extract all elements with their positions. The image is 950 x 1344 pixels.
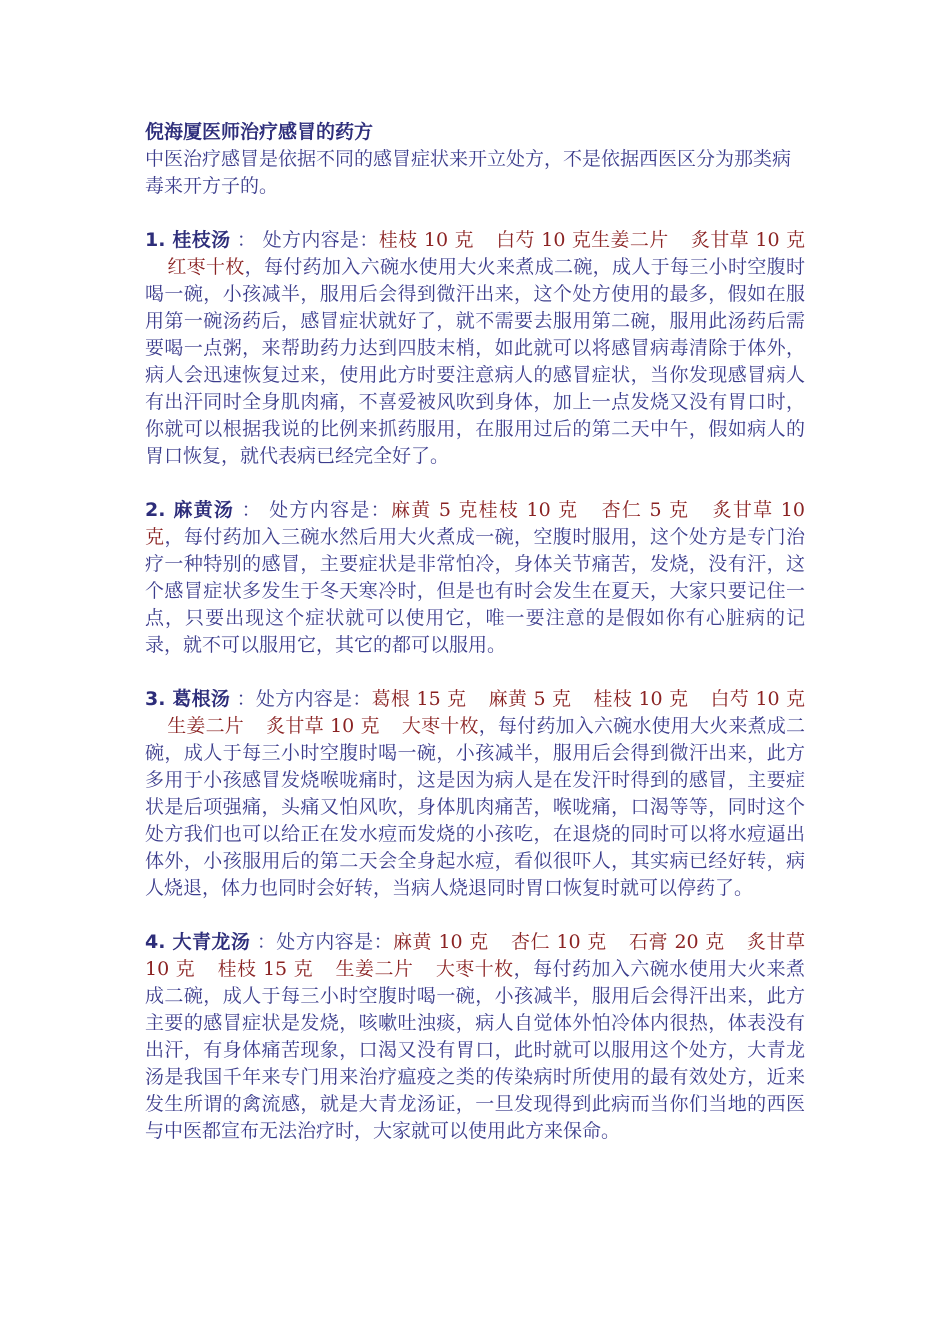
prescription-label: ： 处方内容是： xyxy=(234,499,391,521)
ingredient: 麻黄 5 克 xyxy=(488,688,572,710)
prescription-name: 3. 葛根汤 xyxy=(145,688,231,710)
ingredient: 生姜二片 xyxy=(335,958,414,980)
prescription-label: ： 处方内容是： xyxy=(230,229,379,251)
prescription-section xyxy=(145,497,805,659)
ingredient: 桂枝 10 克 xyxy=(593,688,689,710)
ingredient: 杏仁 10 克 xyxy=(510,931,607,953)
ingredient: 炙甘草 10 克 xyxy=(690,229,805,251)
ingredient: 白芍 10 克 xyxy=(710,688,805,710)
ingredient: 麻黄 5 克桂枝 10 克 xyxy=(390,499,579,521)
prescription-description: ，每付药加入六碗水使用大火来煮成二碗，成人于每三小时空腹时喝一碗，小孩减半，服用后会得到微汗出来，这个处方使用的最多，假如在服用第一碗汤药后，感冒症状就好了，就不需要去服用第二碗，服用此汤药后需要喝一点粥，来帮助药力达到四肢末梢，如此就可以将感冒病毒清除于体外，病人会迅速恢复过来，使用此方时要注意病人的感冒症状，当你发现感冒病人有出汗同时全身肌肉痛，不喜爱被风吹到身体，加上一点发烧又没有胃口时，你就可以根据我说的比例来抓药服用，在服用过后的第二天中午，假如病人的胃口恢复，就代表病已经完全好了。 xyxy=(145,256,805,467)
ingredient: 石膏 20 克 xyxy=(628,931,725,953)
prescription-name: 2. 麻黄汤 xyxy=(145,499,235,521)
ingredient: 炙甘草 10 克 xyxy=(145,499,805,548)
document-content xyxy=(145,118,805,1172)
ingredient: 大枣十枚 xyxy=(401,715,479,737)
ingredient: 炙甘草 10 克 xyxy=(266,715,380,737)
prescription-description: ，每付药加入六碗水使用大火来煮成二碗，成人于每三小时空腹时喝一碗，小孩减半，服用后会得汗出来，此方主要的感冒症状是发烧，咳嗽吐浊痰，病人自觉体外怕冷体内很热，体表没有出汗，有身体痛苦现象，口渴又没有胃口，此时就可以服用这个处方，大青龙汤是我国千年来专门用来治疗瘟疫之类的传染病时所使用的最有效处方，近来发生所谓的禽流感，就是大青龙汤证，一旦发现得到此病而当你们当地的西医与中医都宣布无法治疗时，大家就可以使用此方来保命。 xyxy=(145,958,805,1142)
ingredient: 炙甘草 10 克 xyxy=(145,931,805,980)
ingredient: 大枣十枚 xyxy=(435,958,514,980)
prescription-section xyxy=(145,929,805,1145)
ingredient: 葛根 15 克 xyxy=(371,688,467,710)
ingredient: 桂枝 10 克 xyxy=(378,229,474,251)
ingredient: 麻黄 10 克 xyxy=(393,931,489,953)
prescription-section xyxy=(145,227,805,470)
prescription-label: ：处方内容是： xyxy=(250,931,394,953)
ingredient: 桂枝 15 克 xyxy=(217,958,314,980)
ingredient: 红枣十枚 xyxy=(167,256,245,278)
document-title: 倪海厦医师治疗感冒的药方 xyxy=(145,121,374,143)
prescription-section xyxy=(145,686,805,902)
prescription-description: ，每付药加入六碗水使用大火来煮成二碗，成人于每三小时空腹时喝一碗，小孩减半，服用后会得到微汗出来，此方多用于小孩感冒发烧喉咙痛时，这是因为病人是在发汗时得到的感冒，主要症状是后项强痛，头痛又怕风吹，身体肌肉痛苦，喉咙痛，口渴等等，同时这个处方我们也可以给正在发水痘而发烧的小孩吃，在退烧的同时可以将水痘逼出体外，小孩服用后的第二天会全身起水痘，看似很吓人，其实病已经好转，病人烧退，体力也同时会好转，当病人烧退同时胃口恢复时就可以停药了。 xyxy=(145,715,805,899)
prescription-name: 1. 桂枝汤 xyxy=(145,229,231,251)
prescription-description: ，每付药加入三碗水然后用大火煮成一碗，空腹时服用，这个处方是专门治疗一种特别的感冒，主要症状是非常怕冷，身体关节痛苦，发烧，没有汗，这个感冒症状多发生于冬天寒冷时，但是也有时会发生在夏天，大家只要记住一点，只要出现这个症状就可以使用它，唯一要注意的是假如你有心脏病的记录，就不可以服用它，其它的都可以服用。 xyxy=(145,526,805,656)
ingredient: 白芍 10 克生姜二片 xyxy=(495,229,669,251)
ingredient: 生姜二片 xyxy=(167,715,245,737)
prescription-label: ：处方内容是： xyxy=(230,688,372,710)
document-intro: 中医治疗感冒是依据不同的感冒症状来开立处方，不是依据西医区分为那类病毒来开方子的。 xyxy=(145,148,792,197)
prescription-name: 4. 大青龙汤 xyxy=(145,931,251,953)
ingredient: 杏仁 5 克 xyxy=(600,499,690,521)
